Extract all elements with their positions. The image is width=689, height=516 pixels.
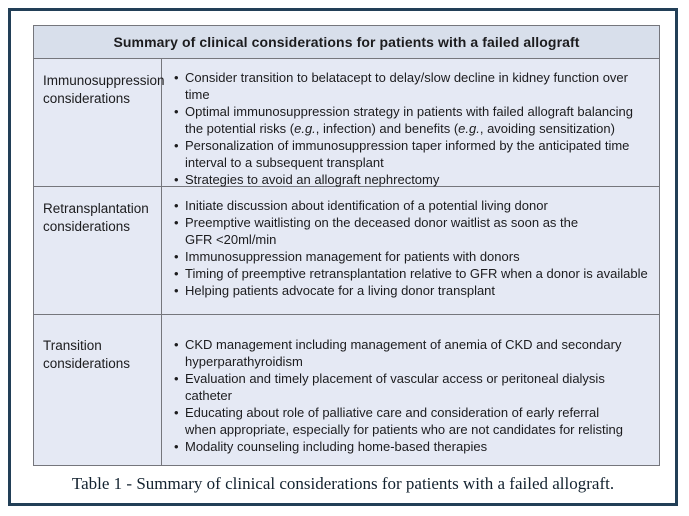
table-header-title: Summary of clinical considerations for patients with a failed allograft (113, 34, 580, 50)
bullet-item: • Immunosuppression management for patients with donors (173, 248, 653, 265)
bullet-item: • Modality counseling including home-based therapies (173, 438, 653, 455)
bullet-list (173, 69, 653, 188)
bullet-item: • Strategies to avoid an allograft nephrectomy (173, 171, 653, 188)
bullet-list (173, 197, 653, 299)
bullet-item: • Helping patients advocate for a living donor transplant (173, 282, 653, 299)
row-label-cell (34, 187, 162, 314)
bullet-item: • Educating about role of palliative care and consideration of early referral when appropriate, especially for patients who are not candidates for relisting (173, 404, 653, 438)
row-content-cell (162, 59, 659, 186)
bullet-item: • CKD management including management of anemia of CKD and secondary hyperparathyroidism (173, 336, 653, 370)
row-label: Immunosuppression considerations (43, 73, 165, 106)
row-content-cell (162, 315, 659, 465)
table-row (34, 314, 659, 465)
bullet-list (173, 336, 653, 455)
bullet-item: • Initiate discussion about identification of a potential living donor (173, 197, 653, 214)
bullet-item: • Consider transition to belatacept to delay/slow decline in kidney function over time (173, 69, 653, 103)
bullet-item: • Timing of preemptive retransplantation relative to GFR when a donor is available (173, 265, 653, 282)
bullet-item: • Preemptive waitlisting on the deceased donor waitlist as soon as the GFR <20ml/min (173, 214, 653, 248)
row-content-cell (162, 187, 659, 314)
row-label: Retransplantation considerations (43, 201, 149, 234)
bullet-item: • Evaluation and timely placement of vascular access or peritoneal dialysis catheter (173, 370, 653, 404)
figure-frame (8, 8, 678, 506)
table-caption-text: Table 1 - Summary of clinical considerations for patients with a failed allograft. (71, 474, 615, 493)
bullet-item: • Personalization of immunosuppression taper informed by the anticipated time interval to a subsequent transplant (173, 137, 653, 171)
table-row (34, 186, 659, 314)
table-header-row (34, 26, 659, 58)
row-label: Transition considerations (43, 338, 131, 371)
bullet-item: • Optimal immunosuppression strategy in patients with failed allograft balancing the potential risks (e.g., infection) and benefits (e.g., avoiding sensitization) (173, 103, 653, 137)
table-caption (11, 474, 675, 494)
row-label-cell (34, 315, 162, 465)
row-label-cell (34, 59, 165, 186)
summary-table (33, 25, 660, 466)
table-row (34, 58, 659, 186)
